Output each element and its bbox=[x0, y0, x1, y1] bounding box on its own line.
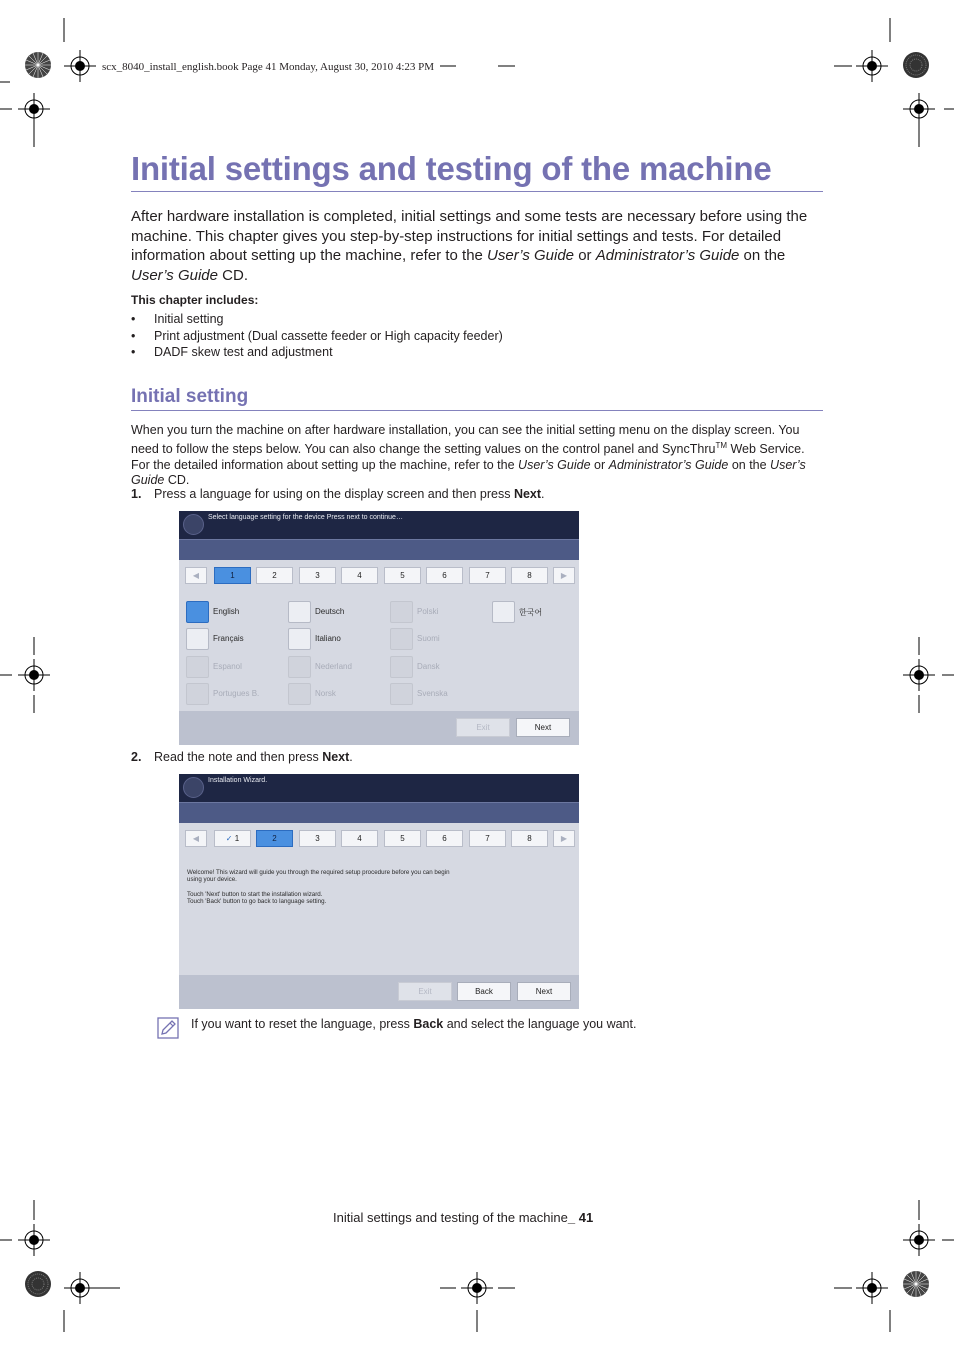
note-text: If you want to reset the language, press Back and select the language you want. bbox=[191, 1017, 637, 1031]
screen-band bbox=[179, 802, 579, 823]
screen-message: Installation Wizard. bbox=[208, 777, 268, 784]
page-5-button[interactable]: 5 bbox=[384, 567, 421, 584]
page-6-button[interactable]: 6 bbox=[426, 567, 463, 584]
list-item: • Print adjustment (Dual cassette feeder or High capacity feeder) bbox=[131, 328, 503, 345]
page-2-button[interactable]: 2 bbox=[256, 830, 293, 847]
screen-message: Select language setting for the device Press next to continue… bbox=[208, 514, 403, 521]
language-option-norsk: Norsk bbox=[288, 683, 388, 705]
language-option-english[interactable]: English bbox=[186, 601, 286, 623]
language-option-suomi: Suomi bbox=[390, 628, 490, 650]
check-icon: ✓ bbox=[225, 834, 233, 843]
page-1-button[interactable]: 1 bbox=[214, 567, 251, 584]
language-option-polski: Polski bbox=[390, 601, 490, 623]
wizard-message: Welcome! This wizard will guide you through the required setup procedure before you can begin using your device. Touch 'Next' button to start the installation wizard. Touch 'Back' button to go back to language setting. bbox=[187, 869, 450, 906]
language-option-dansk: Dansk bbox=[390, 656, 490, 678]
page-6-button[interactable]: 6 bbox=[426, 830, 463, 847]
next-page-button[interactable]: ▶ bbox=[553, 567, 575, 584]
page-selector bbox=[179, 567, 579, 587]
page-3-button[interactable]: 3 bbox=[299, 567, 336, 584]
page-8-button[interactable]: 8 bbox=[511, 567, 548, 584]
page-title: Initial settings and testing of the machine bbox=[131, 150, 823, 192]
page-number: _ 41 bbox=[567, 1210, 594, 1225]
page-7-button[interactable]: 7 bbox=[469, 567, 506, 584]
next-button[interactable]: Next bbox=[517, 982, 571, 1001]
language-option-korean[interactable]: 한국어 bbox=[492, 601, 579, 623]
page-5-button[interactable]: 5 bbox=[384, 830, 421, 847]
screen-top-bar bbox=[179, 511, 579, 539]
language-screen bbox=[179, 511, 579, 745]
exit-button: Exit bbox=[456, 718, 510, 737]
screen-top-bar bbox=[179, 774, 579, 802]
language-option-deutsch[interactable]: Deutsch bbox=[288, 601, 388, 623]
page-4-button[interactable]: 4 bbox=[341, 567, 378, 584]
page-7-button[interactable]: 7 bbox=[469, 830, 506, 847]
device-icon bbox=[183, 514, 204, 535]
page-selector bbox=[179, 830, 579, 850]
language-option-nederland: Nederland bbox=[288, 656, 388, 678]
section-paragraph: When you turn the machine on after hardware installation, you can see the initial setting menu on the display screen. You need to follow the steps below. You can also change the setting values on the control panel and SyncThru™ Web Service. For the detailed information about setting up the machine, refer to the User’s Guide or Administrator’s Guide on the User’s Guide CD. bbox=[131, 423, 806, 488]
list-item: • DADF skew test and adjustment bbox=[131, 344, 503, 361]
intro-paragraph: After hardware installation is completed, initial settings and some tests are necessary before using the machine. This chapter gives you step-by-step instructions for initial settings and tests. For detailed information about setting up the machine, refer to the User’s Guide or Administrator’s Guide on the User’s Guide CD. bbox=[131, 208, 808, 284]
step-2: 2. Read the note and then press Next. bbox=[131, 750, 353, 764]
page-footer: Initial settings and testing of the machine_ 41 bbox=[333, 1210, 594, 1225]
next-button[interactable]: Next bbox=[516, 718, 570, 737]
prev-page-button[interactable]: ◀ bbox=[185, 567, 207, 584]
page-8-button[interactable]: 8 bbox=[511, 830, 548, 847]
step-1: 1. Press a language for using on the display screen and then press Next. bbox=[131, 487, 545, 501]
list-item: • Initial setting bbox=[131, 311, 503, 328]
language-option-francais[interactable]: Français bbox=[186, 628, 286, 650]
wizard-screen bbox=[179, 774, 579, 1009]
includes-list bbox=[131, 311, 503, 361]
language-option-svenska: Svenska bbox=[390, 683, 490, 705]
screen-footer bbox=[179, 711, 579, 745]
device-icon bbox=[183, 777, 204, 798]
language-option-italiano[interactable]: Italiano bbox=[288, 628, 388, 650]
screen-band bbox=[179, 539, 579, 560]
screen-footer bbox=[179, 975, 579, 1009]
prev-page-button[interactable]: ◀ bbox=[185, 830, 207, 847]
page-3-button[interactable]: 3 bbox=[299, 830, 336, 847]
exit-button: Exit bbox=[398, 982, 452, 1001]
next-page-button[interactable]: ▶ bbox=[553, 830, 575, 847]
page-2-button[interactable]: 2 bbox=[256, 567, 293, 584]
language-option-portugues: Portugues B. bbox=[186, 683, 286, 705]
language-option-espanol: Espanol bbox=[186, 656, 286, 678]
section-heading: Initial setting bbox=[131, 386, 823, 411]
print-header: scx_8040_install_english.book Page 41 Monday, August 30, 2010 4:23 PM bbox=[102, 61, 435, 73]
includes-title: This chapter includes: bbox=[131, 293, 259, 307]
back-button[interactable]: Back bbox=[457, 982, 511, 1001]
page-1-button[interactable]: ✓ 1 bbox=[214, 830, 251, 847]
page-4-button[interactable]: 4 bbox=[341, 830, 378, 847]
note-pencil-icon bbox=[157, 1017, 179, 1039]
